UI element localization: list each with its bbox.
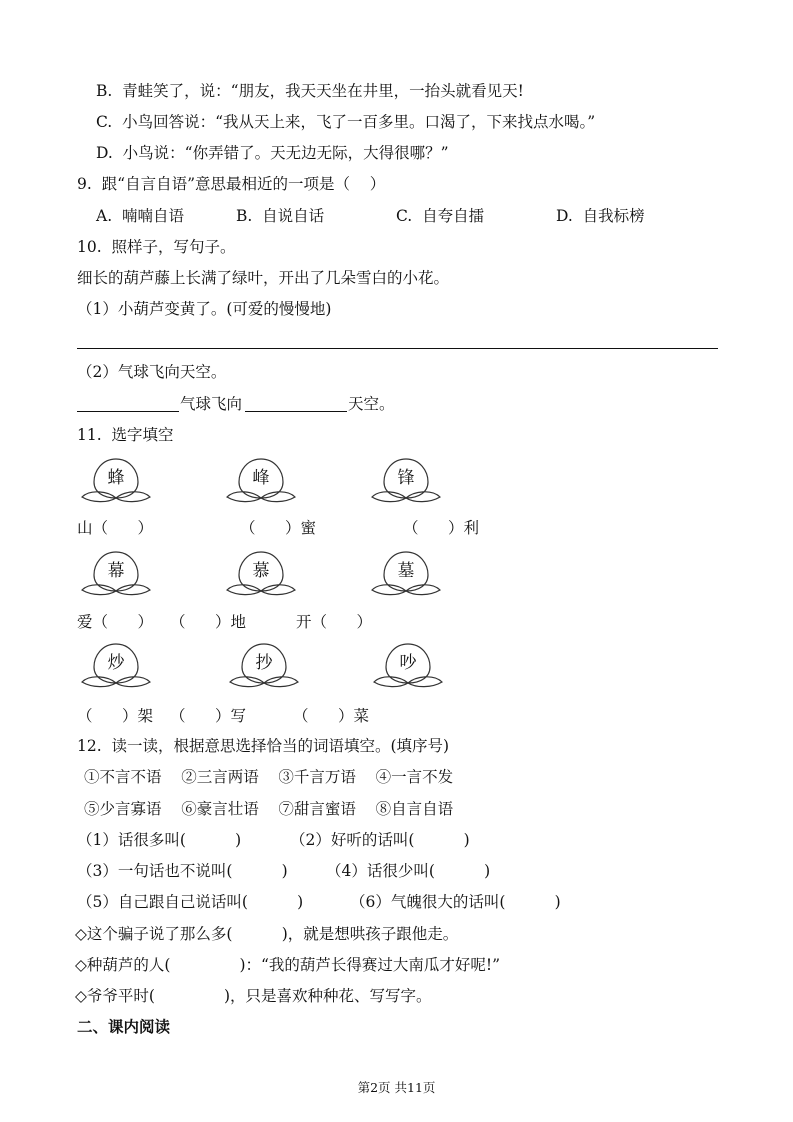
q9-option-b: B. 自说自话: [236, 207, 325, 225]
q12-sentence-3[interactable]: ◇爷爷平时( )，只是喜欢种种花、写写字。: [75, 987, 432, 1005]
section-heading: 二、课内阅读: [77, 1017, 171, 1036]
q11-blank[interactable]: 爱（ ）: [77, 613, 154, 631]
q12-words-row2: ⑤少言寡语 ⑥豪言壮语 ⑦甜言蜜语 ⑧自言自语: [84, 800, 454, 818]
q10-fill-mid: 气球飞向: [180, 395, 243, 413]
q12-stem: 12. 读一读，根据意思选择恰当的词语填空。(填序号): [77, 737, 450, 755]
peach-char-card: [372, 640, 444, 692]
peach-character: 峰: [252, 468, 270, 488]
peach-char-card: [80, 548, 152, 600]
q12-words-row1: ①不言不语 ②三言两语 ③千言万语 ④一言不发: [84, 768, 454, 786]
peach-char-card: [228, 640, 300, 692]
q10-fill-end: 天空。: [348, 395, 395, 413]
q12-def-6[interactable]: （6）气魄很大的话叫( ): [350, 893, 561, 911]
q10-answer-line[interactable]: [77, 348, 718, 349]
peach-char-card: [80, 640, 152, 692]
q10-sub1: （1）小葫芦变黄了。(可爱的慢慢地): [77, 300, 332, 318]
q12-def-3[interactable]: （3）一句话也不说叫( ): [77, 862, 288, 880]
peach-character: 慕: [252, 561, 270, 581]
q12-sentence-1[interactable]: ◇这个骗子说了那么多( )，就是想哄孩子跟他走。: [75, 925, 459, 943]
q11-blank[interactable]: （ ）写: [170, 707, 247, 725]
peach-char-card: [80, 455, 152, 507]
peach-char-card: [370, 455, 442, 507]
q10-sub2: （2）气球飞向天空。: [77, 363, 227, 381]
q11-blank[interactable]: （ ）利: [403, 519, 480, 537]
q10-example: 细长的葫芦藤上长满了绿叶，开出了几朵雪白的小花。: [77, 269, 450, 287]
page-footer: 第2页 共11页: [357, 1080, 436, 1095]
q8-option-c: C. 小鸟回答说：“我从天上来，飞了一百多里。口渴了，下来找点水喝。”: [96, 113, 596, 131]
peach-char-card: [225, 548, 297, 600]
q11-blank[interactable]: 开（ ）: [296, 613, 373, 631]
peach-character: 幕: [107, 561, 125, 581]
q12-def-4[interactable]: （4）话很少叫( ): [326, 862, 491, 880]
q11-blank[interactable]: （ ）地: [170, 613, 247, 631]
peach-character: 抄: [255, 653, 273, 673]
q8-option-d: D. 小鸟说：“你弄错了。天无边无际，大得很哪？”: [96, 144, 449, 162]
q9-stem: 9. 跟“自言自语”意思最相近的一项是（ ）: [77, 175, 386, 193]
peach-character: 蜂: [107, 468, 125, 488]
q11-blank[interactable]: 山（ ）: [77, 519, 154, 537]
peach-char-card: [370, 548, 442, 600]
q10-stem: 10. 照样子，写句子。: [77, 238, 236, 256]
q11-blank[interactable]: （ ）蜜: [240, 519, 317, 537]
q10-blank-1[interactable]: [77, 411, 179, 412]
q11-blank[interactable]: （ ）架: [77, 707, 154, 725]
q12-def-1[interactable]: （1）话很多叫( ): [77, 831, 242, 849]
q8-option-b: B. 青蛙笑了，说：“朋友，我天天坐在井里，一抬头就看见天!: [96, 82, 524, 100]
q12-sentence-2[interactable]: ◇种葫芦的人( )：“我的葫芦长得赛过大南瓜才好呢!”: [75, 956, 501, 974]
q10-blank-2[interactable]: [245, 411, 347, 412]
peach-character: 锋: [397, 468, 415, 488]
peach-character: 墓: [397, 561, 415, 581]
q9-option-c: C. 自夸自擂: [396, 207, 485, 225]
q12-def-2[interactable]: （2）好听的话叫( ): [290, 831, 470, 849]
peach-char-card: [225, 455, 297, 507]
q9-option-d: D. 自我标榜: [556, 207, 645, 225]
q11-blank[interactable]: （ ）菜: [293, 707, 370, 725]
peach-character: 炒: [107, 653, 125, 673]
q11-stem: 11. 选字填空: [77, 426, 174, 444]
peach-character: 吵: [399, 653, 417, 673]
q12-def-5[interactable]: （5）自己跟自己说话叫( ): [77, 893, 304, 911]
q9-option-a: A. 喃喃自语: [96, 207, 184, 225]
